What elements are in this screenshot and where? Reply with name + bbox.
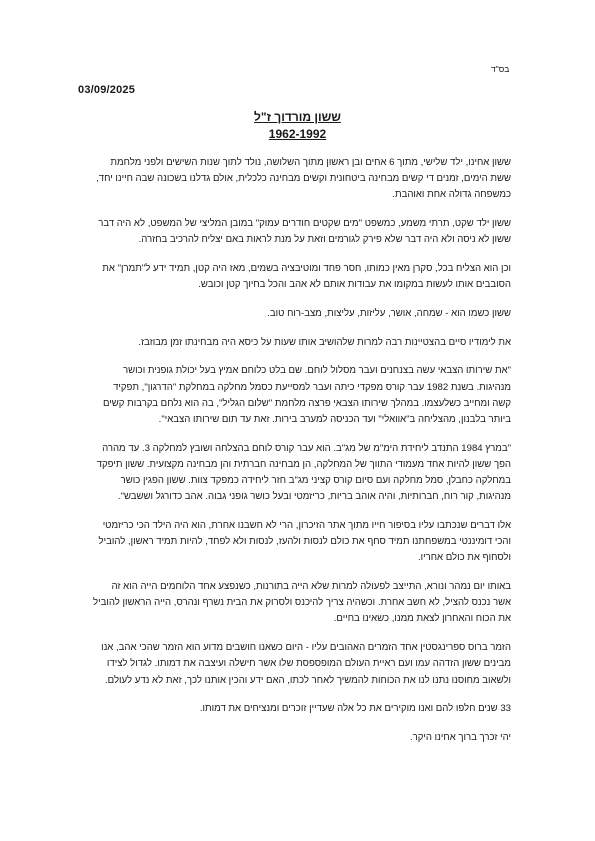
paragraph-army-service: "את שירותו הצבאי עשה בצנחנים ועבר מסלול לוחם. שם בלט כלוחם אמיץ בעל יכולת גופנית וכושר מנהיגות. בשנת 1982 עבר קורס מפקדי כיתה ועבר למסייעת כסמל מחלקה במחלקת "הדרגון", תפקיד קשה ומחייב כשלעצמו. במהלך שירותו הצבאי פרצה מלחמת "שלום הגליל", בה הוא נלחם בקרבות קשים ביותר בלבנון, מהצליחה ב"אוואלי" ועד הכניסה למערב בירות. זאת עד תום שירותו הצבאי". (102, 365, 511, 425)
document-date: 03/09/2025 (78, 84, 136, 96)
paragraph-blessing: יהי זכרך ברוך אחינו היקר. (409, 731, 511, 743)
paragraph-charisma: אלו דברים שנכתבו עליו בסיפור חייו מתוך אתר הזיכרון, הרי לא חשבנו אחרת, הוא היה הילד הכי כריזמטי והכי דומיננטי במשפחתנו תמיד סחף את כולם לנסות ולהעז, לנסות ולא לפחד, להיות תמיד ראשון, להוביל ולסחוף את כולם אחריו. (98, 519, 511, 564)
paragraph-childhood: ששון אחינו, ילד שלישי, מתוך 6 אחים ובן ראשון מתוך השלושה, נולד לתוך שנות השישים ולפני מלחמת ששת הימים, זמנים די קשים מבחינה ביטחונית וקשים מבחינה כלכלית, אולם גדלנו בשכונה שבה חיינו יחד, כמשפחה גדולה אחת ואוהבת. (96, 157, 511, 201)
bsd-header: בס"ד (491, 64, 510, 74)
paragraph-final-day: באותו יום נמהר ונורא, התייצב לפעולה למרות שלא הייה בתורנות, כשנפצע אחד הלוחמים הייה הוא זה אשר נכנס להציל, לא חשב אחרת. וכשהיה צריך להיכנס ולסרוק את הבית נשרף ונהרס, הייה הראשון להוביל את הכוח והאחרון לצאת ממנו, כשאינו בחיים. (93, 581, 511, 625)
paragraph-springsteen: הזמר ברוס ספרינגסטין אחד הזמרים האהובים עליו - היום כשאנו חושבים מדוע הוא הזמר שהכי אהב, אנו מבינים ששון הזדהה עמו ועם ראיית העולם המופספסת שלו אשר חישלה ועיצבה את דמותו. לגדול לצידו ולשאוב מחוסנו נתנו לנו את הכוחות להמשיך לאחר לכתו, האם ידע והכין אותנו לכך, זאת לא נדע לעולם. (101, 642, 511, 686)
paragraph-33-years: 33 שנים חלפו להם ואנו מוקירים את כל אלה שעדיין זוכרים ומנציחים את דמותו. (199, 703, 511, 715)
paragraph-studies: את לימודיו סיים בהצטיינות רבה למרות שלהושיב אותו שעות על כיסא היה מבחינתו זמן מבוזבז. (138, 336, 511, 348)
paragraph-name-meaning: ששון כשמו הוא - שמחה, אושר, עליזות, עליצות, מצב-רוח טוב. (267, 307, 511, 319)
document-body (93, 155, 511, 746)
document-years: 1962-1992 (268, 127, 327, 141)
paragraph-curious: וכן הוא הצליח בכל, סקרן מאין כמותו, חסר פחד ומוטיבציה בשמים, מאז היה קטן, תמיד ידע ל"תמרן" את הסובבים אותו לעשות במקומו את עבודות אותם לא אהב והכל בחיוך קטן וכובש. (102, 263, 511, 291)
paragraph-yamam-unit: "במרץ 1984 התנדב ליחידת הימ"מ של מג"ב. הוא עבר קורס לוחם בהצלחה ושובץ למחלקה 3. עד מהרה הפך ששון להיות אחד מעמודי התווך של המחלקה, הן מבחינה חברתית והן מבחינה מקצועית. ששון תיפקד במחלקה כחבלן, סמל מחלקה ועם סיום קורס קציני מג"ב חזר ליחידה כמפקד צוות. ששון הפגין כושר מנהיגות, קור רוח, חברותיות, והיה אוהב בריות, כריזמטי ובעל כושר גופני גבוה. אהב כדורגל וששבש". (96, 442, 511, 503)
paragraph-quiet-child: ששון ילד שקט, תרתי משמע, כמשפט "מים שקטים חודרים עמוק" במובן המליצי של המשפט, לא היה דבר ששון לא ניסה ולא היה דבר שלא פירק לגורמים וזאת על מנת לראות באם יצליח להרכיב בחזרה. (98, 218, 511, 246)
document-title: ששון מורדוך ז"ל (254, 110, 341, 124)
